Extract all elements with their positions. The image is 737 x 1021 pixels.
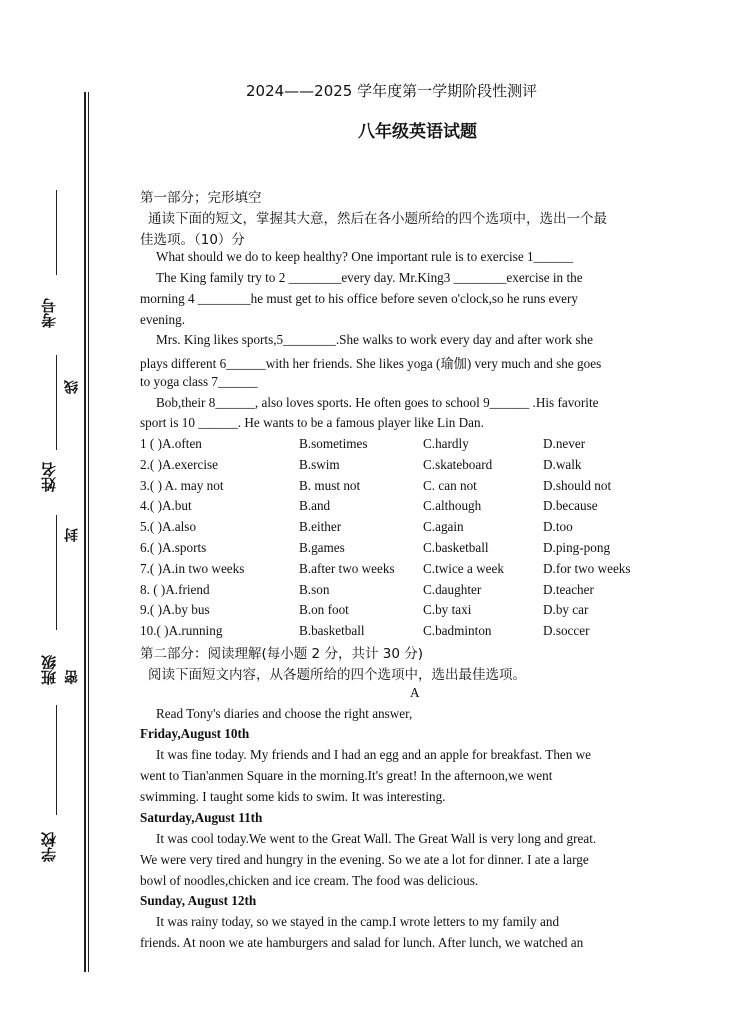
question-option-b: B.son: [299, 581, 330, 597]
question-option-a: 1 ( )A.often: [140, 436, 202, 451]
passage-line: plays different 6______with her friends. She likes yoga (瑜伽) very much and she goes: [140, 356, 602, 371]
passage-line: evening.: [140, 312, 186, 327]
question-option-d: D.ping-pong: [543, 540, 611, 555]
question-option-c: C.skateboard: [423, 456, 493, 472]
question-option-c: C.basketball: [423, 540, 489, 555]
question-option-a: 5.( )A.also: [140, 519, 197, 535]
question-option-a: 2.( )A.exercise: [140, 456, 218, 472]
question-option-a: 10.( )A.running: [140, 623, 223, 639]
diary-line: swimming. I taught some kids to swim. It was interesting.: [140, 789, 446, 804]
question-option-b: B.swim: [299, 456, 340, 472]
question-option-b: B.after two weeks: [299, 560, 395, 576]
question-option-b: B.on foot: [299, 602, 349, 618]
diary-line: went to Tian'anmen Square in the morning.It's great! In the afternoon,we went: [140, 768, 553, 783]
question-option-c: C.although: [423, 498, 482, 514]
passage-line: Bob,their 8______, also loves sports. He often goes to school 9______ .His favorite: [156, 395, 599, 410]
question-option-c: C.hardly: [423, 436, 469, 451]
seal-mi-mark: 密: [64, 670, 80, 684]
passage-line: to yoga class 7______: [140, 374, 258, 389]
part2-heading: 第二部分：阅读理解(每小题 2 分，共计 30 分): [140, 646, 423, 662]
question-option-c: C.by taxi: [423, 602, 472, 618]
passage-line: sport is 10 ______. He wants to be a famous player like Lin Dan.: [140, 415, 484, 430]
part1-instruction-1: 通读下面的短文，掌握其大意，然后在各小题所给的四个选项中，选出一个最: [148, 211, 607, 227]
passage-line: Mrs. King likes sports,5________.She walks to work every day and after work she: [156, 332, 593, 347]
part1-heading: 第一部分；完形填空: [140, 190, 262, 206]
school-label: 学校: [40, 832, 58, 862]
question-option-b: B. must not: [299, 477, 361, 493]
diary-line: We were very tired and hungry in the evening. So we ate a lot for dinner. I ate a large: [140, 852, 589, 867]
question-option-a: 6.( )A.sports: [140, 540, 207, 555]
diary-line: friends. At noon we ate hamburgers and salad for lunch. After lunch, we watched an: [140, 935, 584, 950]
exam-title: 2024——2025 学年度第一学期阶段性测评: [246, 82, 538, 100]
question-option-a: 4.( )A.but: [140, 498, 192, 514]
diary-line: bowl of noodles,chicken and ice cream. The food was delicious.: [140, 873, 479, 888]
passage-line: The King family try to 2 ________every day. Mr.King3 ________exercise in the: [156, 270, 583, 285]
school-blank: [56, 705, 57, 815]
reading-intro: Read Tony's diaries and choose the right answer,: [156, 706, 413, 721]
diary-date: Sunday, August 12th: [140, 893, 257, 908]
diary-line: It was rainy today, so we stayed in the camp.I wrote letters to my family and: [156, 914, 560, 929]
question-option-a: 9.( )A.by bus: [140, 602, 210, 618]
section-a-label: A: [410, 685, 420, 700]
diary-date: Saturday,August 11th: [140, 810, 263, 825]
part2-instruction: 阅读下面短文内容，从各题所给的四个选项中，选出最佳选项。: [148, 667, 526, 683]
binding-line-inner: [88, 92, 89, 972]
question-option-d: D.should not: [543, 477, 612, 493]
question-option-a: 8. ( )A.friend: [140, 581, 210, 597]
class-blank: [56, 515, 57, 630]
question-option-b: B.basketball: [299, 623, 365, 639]
part1-instruction-2: 佳选项。（10）分: [140, 232, 245, 248]
passage-line: What should we do to keep healthy? One important rule is to exercise 1______: [156, 249, 574, 264]
question-option-b: B.sometimes: [299, 436, 368, 451]
exam-no-label: 考号: [40, 298, 58, 328]
name-label: 姓名: [40, 462, 58, 492]
question-option-b: B.either: [299, 519, 342, 535]
question-option-c: C.daughter: [423, 581, 482, 597]
question-option-d: D.because: [543, 498, 598, 514]
seal-feng-mark: 封: [64, 528, 80, 542]
diary-line: It was fine today. My friends and I had an egg and an apple for breakfast. Then we: [156, 747, 592, 762]
question-option-d: D.by car: [543, 602, 589, 618]
binding-line: [84, 92, 86, 972]
question-option-d: D.never: [543, 436, 586, 451]
question-option-d: D.teacher: [543, 581, 594, 597]
question-option-c: C.again: [423, 519, 464, 535]
class-label: 班级: [40, 655, 58, 685]
seal-line-mark: 线: [64, 380, 80, 394]
question-option-d: D.too: [543, 519, 573, 535]
question-option-b: B.games: [299, 540, 345, 555]
question-option-d: D.soccer: [543, 623, 590, 639]
question-option-c: C. can not: [423, 477, 477, 493]
question-option-b: B.and: [299, 498, 331, 514]
question-option-c: C.twice a week: [423, 560, 504, 576]
exam-subtitle: 八年级英语试题: [358, 122, 477, 142]
question-option-c: C.badminton: [423, 623, 492, 639]
question-option-d: D.walk: [543, 456, 582, 472]
question-option-a: 7.( )A.in two weeks: [140, 560, 245, 576]
passage-line: morning 4 ________he must get to his office before seven o'clock,so he runs every: [140, 291, 578, 306]
diary-date: Friday,August 10th: [140, 726, 250, 741]
question-option-d: D.for two weeks: [543, 560, 631, 576]
question-option-a: 3.( ) A. may not: [140, 477, 224, 493]
binding-margin: [0, 0, 100, 1021]
diary-line: It was cool today.We went to the Great Wall. The Great Wall is very long and great.: [156, 831, 597, 846]
exam-no-blank: [56, 190, 57, 275]
name-blank: [56, 355, 57, 450]
